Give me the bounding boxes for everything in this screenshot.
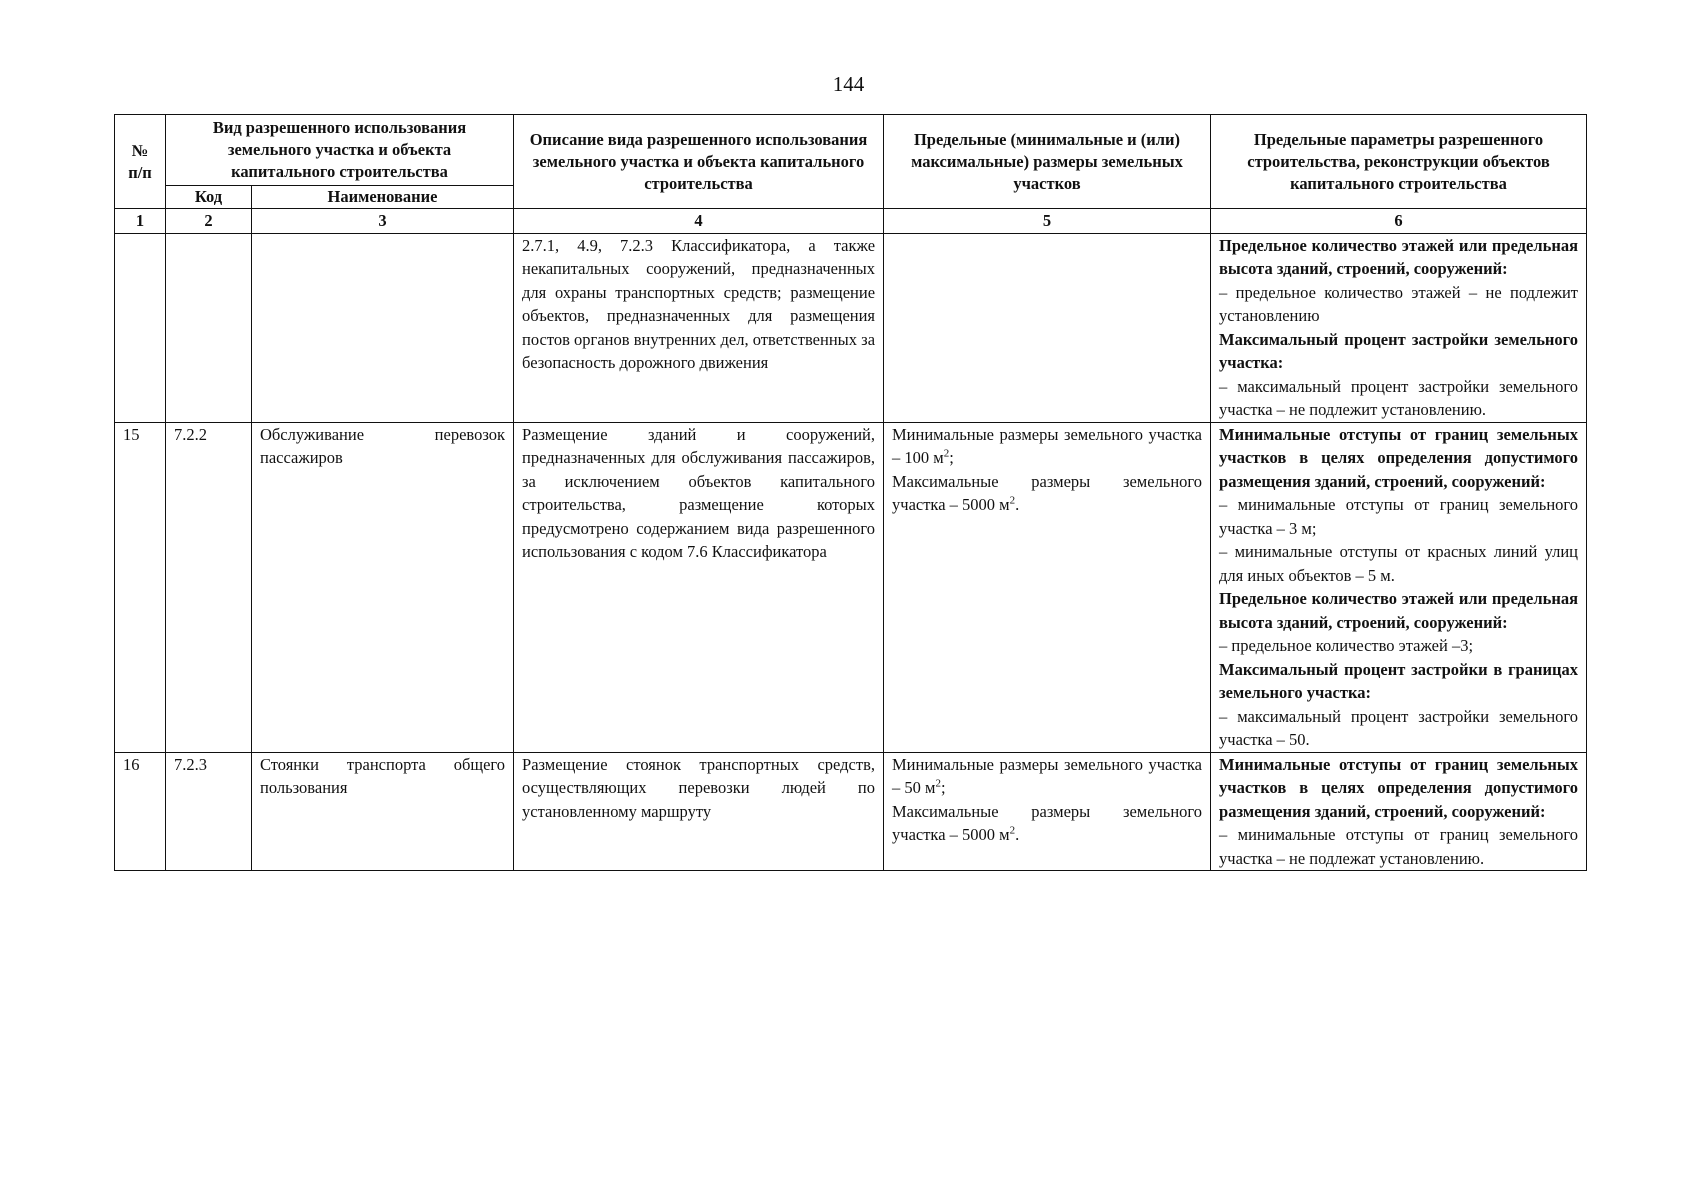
param-item: – минимальные отступы от границ земельного участка – не подлежат установлению. bbox=[1219, 825, 1579, 868]
param-heading: Максимальный процент застройки в границах земельного участка: bbox=[1219, 659, 1579, 702]
row-plot-sizes bbox=[884, 422, 1211, 752]
zoning-table bbox=[114, 114, 1587, 871]
row-code: 7.2.3 bbox=[166, 752, 252, 871]
header-plot-sizes: Предельные (минимальные и (или) максимальные) размеры земельных участков bbox=[884, 115, 1211, 209]
punctuation: . bbox=[1015, 825, 1020, 844]
row-code bbox=[166, 233, 252, 422]
param-item: – минимальные отступы от границ земельного участка – 3 м; bbox=[1219, 495, 1579, 538]
param-item: – максимальный процент застройки земельного участка – не подлежит установлению. bbox=[1219, 376, 1579, 419]
param-heading: Минимальные отступы от границ земельных участков в целях определения допустимого размещения зданий, строений, сооружений: bbox=[1219, 754, 1579, 821]
row-description: Размещение стоянок транспортных средств, осуществляющих перевозки людей по установленному маршруту bbox=[514, 752, 884, 871]
column-number-row bbox=[115, 209, 1587, 234]
row-number bbox=[115, 233, 166, 422]
header-construction-params: Предельные параметры разрешенного строительства, реконструкции объектов капитального строительства bbox=[1211, 115, 1587, 209]
row-description: 2.7.1, 4.9, 7.2.3 Классификатора, а также некапитальных сооружений, предназначенных для охраны транспортных средств; размещение объектов, предназначенных для размещения постов органов внутренних дел, ответственных за безопасность дорожного движения bbox=[514, 233, 884, 422]
row-construction-params bbox=[1211, 752, 1587, 871]
column-number: 6 bbox=[1211, 209, 1587, 234]
header-num: № п/п bbox=[115, 115, 166, 209]
table-row bbox=[115, 422, 1587, 752]
plot-size-text: Минимальные размеры земельного участка – 50 м bbox=[892, 754, 1203, 797]
punctuation: ; bbox=[949, 448, 954, 467]
column-number: 5 bbox=[884, 209, 1211, 234]
param-heading: Минимальные отступы от границ земельных участков в целях определения допустимого размещения зданий, строений, сооружений: bbox=[1219, 424, 1579, 491]
param-item: – минимальные отступы от красных линий улиц для иных объектов – 5 м. bbox=[1219, 542, 1579, 585]
param-item: – предельное количество этажей –3; bbox=[1219, 636, 1474, 655]
row-code: 7.2.2 bbox=[166, 422, 252, 752]
header-use-type: Вид разрешенного использования земельного участка и объекта капитального строительства bbox=[166, 115, 514, 186]
plot-size-text: Максимальные размеры земельного участка – 5000 м bbox=[892, 801, 1203, 844]
row-number: 15 bbox=[115, 422, 166, 752]
row-number: 16 bbox=[115, 752, 166, 871]
plot-size-line bbox=[892, 423, 1202, 470]
param-heading: Предельное количество этажей или предельная высота зданий, строений, сооружений: bbox=[1219, 235, 1579, 278]
column-number: 1 bbox=[115, 209, 166, 234]
row-plot-sizes bbox=[884, 752, 1211, 871]
row-name bbox=[252, 233, 514, 422]
page-number: 144 bbox=[832, 72, 865, 96]
column-number: 4 bbox=[514, 209, 884, 234]
table-row bbox=[115, 752, 1587, 871]
row-construction-params bbox=[1211, 422, 1587, 752]
row-description: Размещение зданий и сооружений, предназначенных для обслуживания пассажиров, за исключением объектов капитального строительства, размещение которых предусмотрено содержанием вида разрешенного использования с кодом 7.6 Классификатора bbox=[514, 422, 884, 752]
row-name: Стоянки транспорта общего пользования bbox=[252, 752, 514, 871]
superscript: 2 bbox=[935, 777, 941, 790]
header-code: Код bbox=[166, 186, 252, 209]
param-item: – максимальный процент застройки земельного участка – 50. bbox=[1219, 706, 1579, 749]
plot-size-line bbox=[892, 800, 1202, 847]
header-description: Описание вида разрешенного использования земельного участка и объекта капитального строительства bbox=[514, 115, 884, 209]
column-number: 3 bbox=[252, 209, 514, 234]
superscript: 2 bbox=[943, 447, 950, 460]
plot-size-text: Максимальные размеры земельного участка – 5000 м bbox=[892, 471, 1203, 514]
row-construction-params bbox=[1211, 233, 1587, 422]
header-name: Наименование bbox=[252, 186, 514, 209]
table-row bbox=[115, 233, 1587, 422]
param-item: – предельное количество этажей – не подлежит установлению bbox=[1219, 282, 1579, 325]
param-heading: Максимальный процент застройки земельного участка: bbox=[1219, 329, 1579, 372]
plot-size-text: Минимальные размеры земельного участка – 100 м bbox=[892, 424, 1203, 467]
param-heading: Предельное количество этажей или предельная высота зданий, строений, сооружений: bbox=[1219, 589, 1579, 632]
superscript: 2 bbox=[1009, 494, 1016, 507]
punctuation: ; bbox=[940, 778, 946, 797]
row-name: Обслуживание перевозок пассажиров bbox=[252, 422, 514, 752]
superscript: 2 bbox=[1009, 824, 1016, 837]
column-number: 2 bbox=[166, 209, 252, 234]
punctuation: . bbox=[1015, 495, 1020, 514]
plot-size-line bbox=[892, 470, 1202, 517]
row-plot-sizes bbox=[884, 233, 1211, 422]
plot-size-line bbox=[892, 753, 1202, 800]
